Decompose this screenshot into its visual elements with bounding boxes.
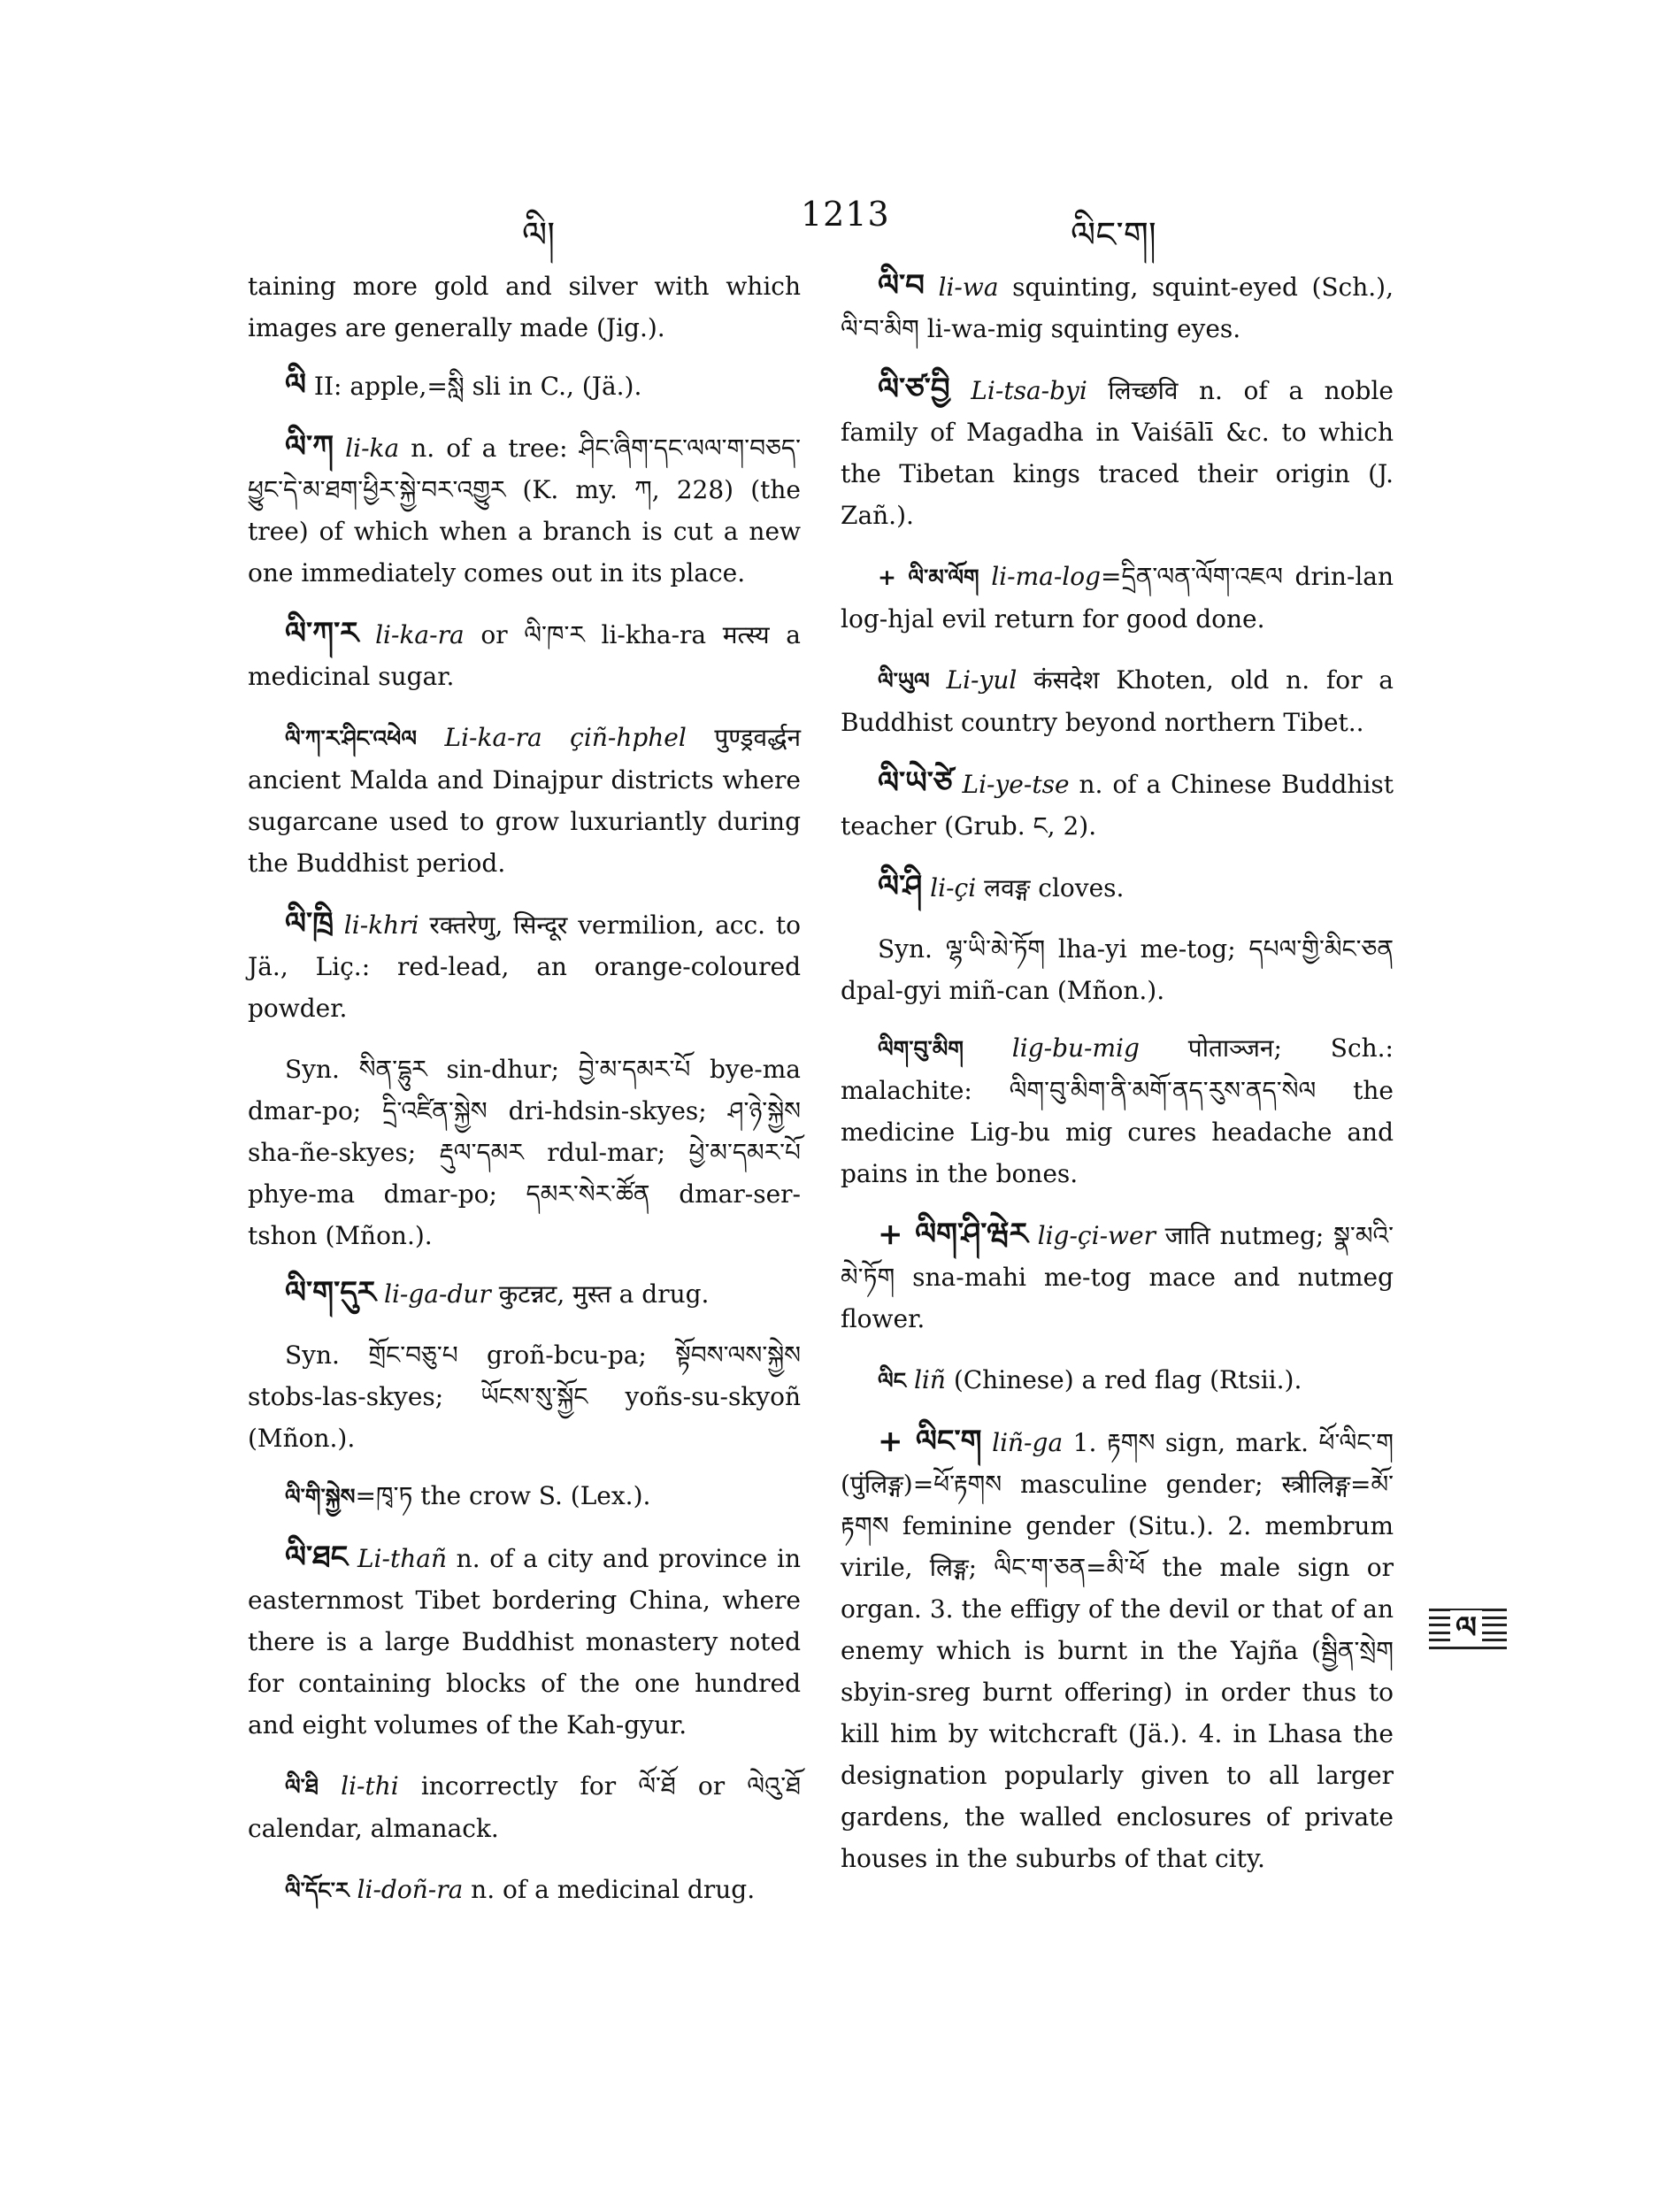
entry-headword: ལི་ཙ་བྱི — [878, 372, 950, 407]
entry-definition: लिच्छवि n. of a noble family of Magadha in Vaiśālī &c. to which the Tibetan kings traced their origin (J. Zañ.). — [841, 376, 1394, 530]
dictionary-entry — [841, 659, 1394, 743]
entry-definition: (Chinese) a red flag (Rtsii.). — [945, 1365, 1302, 1394]
entry-transliteration: Li-ye-tse — [952, 770, 1070, 799]
dictionary-entry — [248, 1272, 801, 1315]
dictionary-entry — [248, 426, 801, 594]
dictionary-entry — [841, 763, 1394, 847]
dictionary-entry — [841, 369, 1394, 536]
dictionary-entry — [841, 265, 1394, 349]
entry-definition: =དྲིན་ལན་ལོག་འཇལ drin-lan log-hjal evil return for good done. — [841, 562, 1394, 634]
thumb-index-tab — [1429, 1609, 1507, 1649]
entry-headword: ལིང — [878, 1368, 907, 1394]
synonyms-block: Syn. གྲོང་བཅུ་པ groñ-bcu-pa; སྟོབས་ལས་སྐྱེས stobs-las-skyes; ཡོངས་སུ་སྐྱོང yoñs-su-skyoñ (Mñon.). — [248, 1340, 801, 1453]
dictionary-entry — [841, 1214, 1394, 1340]
entry-headword: ལི་བ — [878, 268, 925, 303]
header-right-word: ལིང་ག། — [1071, 215, 1156, 256]
page-number: 1213 — [801, 195, 890, 234]
entry-transliteration: li-ma-log — [979, 562, 1102, 591]
entry-definition: n. of a city and province in easternmost Tibet bordering China, where there is a large Buddhist monastery noted for containing blocks of the one hundred and eight volumes of the Kah-gyur. — [248, 1544, 801, 1740]
dictionary-entry — [248, 717, 801, 884]
entry-headword: ལི་ཤི — [878, 869, 923, 904]
page-header — [239, 195, 1407, 256]
entry-definition: or ལི་ཁ་ར li-kha-ra मत्स्य a medicinal sugar. — [248, 620, 801, 691]
entry-definition: II: apple,=སླི sli in C., (Jä.). — [306, 372, 642, 401]
entry-transliteration: li-ka — [334, 434, 400, 463]
entry-transliteration: Li-ka-ra çiñ-hphel — [416, 723, 687, 752]
entry-definition: n. of a medicinal drug. — [463, 1875, 756, 1904]
dictionary-entry — [841, 556, 1394, 640]
dictionary-entry — [841, 1421, 1394, 1879]
entry-headword: ལི་ཀ་ར་ཤིང་འཕེལ — [285, 726, 417, 751]
dictionary-entry — [248, 1869, 801, 1911]
header-left-word: ལི། — [522, 215, 556, 256]
entry-headword: ལི་གི་སྐྱེས — [285, 1484, 356, 1509]
left-column — [248, 265, 801, 1931]
dictionary-entry — [248, 1537, 801, 1746]
entry-definition: incorrectly for ལོ་ཐོ or ལེའུ་ཐོ calendar, almanack. — [248, 1771, 801, 1843]
entry-transliteration: li-çi — [922, 873, 977, 902]
entry-transliteration: lig-çi-wer — [1027, 1221, 1156, 1250]
entry-continuation: taining more gold and silver with which images are generally made (Jig.). — [248, 272, 801, 342]
entry-transliteration: li-doñ-ra — [349, 1875, 464, 1904]
entry-transliteration: liñ — [906, 1365, 946, 1394]
entry-headword: ལི་ཡུལ — [878, 668, 930, 694]
entry-definition: कुटन्नट, मुस्त a drug. — [490, 1279, 710, 1309]
entry-definition: पुण्ड्रवर्द्धन ancient Malda and Dinajpur districts where sugarcane used to grow luxuriantly during the Buddhist period. — [248, 723, 801, 878]
entry-headword: ལི་ག་དུར — [285, 1275, 377, 1310]
entry-definition: squinting, squint-eyed (Sch.), ལི་བ་མིག li-wa-mig squinting eyes. — [841, 273, 1394, 343]
entry-transliteration: Li-thañ — [348, 1544, 447, 1573]
entry-transliteration: Li-tsa-byi — [949, 376, 1087, 405]
entry-transliteration: Li-yul — [929, 665, 1018, 695]
entry-transliteration: li-ga-dur — [376, 1279, 491, 1309]
entry-transliteration: li-khri — [333, 910, 419, 940]
entry-headword: ལི་ཁྲི — [285, 906, 334, 941]
dictionary-entry — [248, 1765, 801, 1849]
entry-headword: ལི་ཐི — [285, 1774, 319, 1800]
dictionary-entry — [248, 365, 801, 407]
dictionary-entry — [248, 1475, 801, 1517]
dictionary-entry — [248, 613, 801, 697]
entry-definition: 1. རྟགས sign, mark. ཕོ་ལིང་ག (पुंलिङ्ग)=ཕོ་རྟགས masculine gender; स्त्रीलिङ्ग=མོ་རྟགས feminine gender (Situ.). 2. membrum virile, लिङ्ग; ལིང་ག་ཅན=མི་ཕོ the male sign or organ. 3. the effigy of the devil or that of an enemy which is burnt in the Yajña (སྦྱིན་སྲེག sbyin-sreg burnt offering) in order thus to kill him by witchcraft (Jä.). 4. in Lhasa the designation popularly given to all larger gardens, the walled enclosures of private houses in the suburbs of that city. — [841, 1428, 1394, 1873]
entry-definition: पोताञ्जन; Sch.: malachite: ལིག་བུ་མིག་ནི་མགོ་ནད་རུས་ནད་སེལ the medicine Lig-bu mig cures headache and pains in the bones. — [841, 1033, 1394, 1188]
dictionary-entry — [841, 1359, 1394, 1402]
thumb-index-letter: ལ — [1450, 1610, 1482, 1646]
dictionary-entry — [841, 1027, 1394, 1194]
entry-headword: ལི་ཀ — [285, 429, 334, 465]
entry-headword: ལི་ཐང — [285, 1540, 349, 1575]
synonyms-block: Syn. ལྷ་ཡི་མེ་ཏོག lha-yi me-tog; དཔལ་གྱི་མིང་ཅན dpal-gyi miñ-can (Mñon.). — [841, 934, 1394, 1005]
entry-definition: जाति nutmeg; སྣ་མའི་མེ་ཏོག sna-mahi me-tog mace and nutmeg flower. — [841, 1221, 1394, 1333]
entry-headword: ལི — [285, 367, 307, 403]
entry-definition: =ཁྭ་ཏ the crow S. (Lex.). — [355, 1481, 651, 1510]
entry-transliteration: li-thi — [319, 1771, 399, 1801]
entry-headword: ལི་ཡེ་ཙེ — [878, 765, 953, 801]
synonyms-block: Syn. སིན་དྷུར sin-dhur; བྱེ་མ་དམར་པོ bye-ma dmar-po; དྲི་འཛིན་སྐྱེས dri-hdsin-skyes; ཤ་ཉེ་སྐྱེས sha-ñe-skyes; རྡུལ་དམར rdul-mar; ཕྱེ་མ་དམར་པོ phye-ma dmar-po; དམར་སེར་ཚོན dmar-ser-tshon (Mñon.). — [248, 1055, 801, 1250]
entry-definition: n. of a Chinese Buddhist teacher (Grub. ང, 2). — [841, 770, 1394, 841]
entry-definition: लवङ्ग cloves. — [976, 873, 1125, 902]
entry-definition: कंसदेश Khoten, old n. for a Buddhist country beyond northern Tibet.. — [841, 665, 1394, 737]
dictionary-entry — [248, 903, 801, 1029]
entry-headword: + ལིང་ག — [878, 1424, 982, 1459]
entry-definition: n. of a tree: ཤིང་ཞིག་དང་ལལ་ག་བཅད་ཕྱུང་དེ་མ་ཐག་ཕྱིར་སྐྱེ་བར་འགྱུར (K. my. ཀ, 228) (the tree) of which when a branch is cut a new one immediately comes out in its place. — [248, 434, 801, 588]
entry-headword: + ལི་མ་ལོག — [878, 565, 979, 590]
entry-headword: ལི་ཀ་ར — [285, 616, 359, 651]
entry-transliteration: li-wa — [924, 273, 999, 302]
entry-headword: ལིག་བུ་མིག — [878, 1036, 964, 1062]
entry-transliteration: lig-bu-mig — [963, 1033, 1140, 1063]
entry-transliteration: liñ-ga — [981, 1428, 1064, 1457]
right-column — [841, 265, 1394, 1899]
dictionary-entry — [841, 866, 1394, 909]
entry-headword: + ལིག་ཤི་ཝེར — [878, 1217, 1028, 1252]
entry-headword: ལི་དོང་ར — [285, 1878, 349, 1903]
entry-definition: रक्तरेणु, सिन्दूर vermilion, acc. to Jä., Liç.: red-lead, an orange-coloured powder. — [248, 910, 801, 1023]
entry-transliteration: li-ka-ra — [358, 620, 465, 649]
